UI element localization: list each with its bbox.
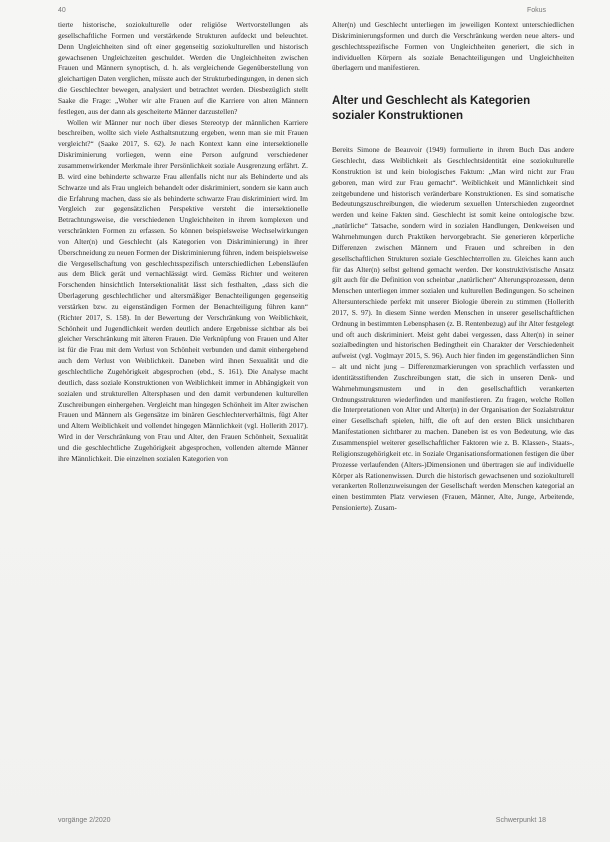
right-column (332, 20, 574, 514)
journal-footer: vorgänge 2/2020 (58, 817, 111, 824)
left-paragraph-1: tierte historische, soziokulturelle oder religiöse Wertvorstellungen als gesellschaftliche Formen und verstärkende Strukturen aufdeckt und beleuchtet. Denn Ungleichheiten sind oft einer gegenseitig soziokulturellen und historisch gewachsenen Ungleichzeiten geschuldet. Werden die Ungleichheiten zwischen Frauen und Männern synoptisch, d. h. als vergleichende Gegenüberstellung von gleichartigen Daten verglichen, müsste auch der Strukturbedingungen, in denen sich die Geschlechter bewegen, analysiert und betrachtet werden. Diesbezüglich stellt Saake die Frage: „Woher wir alte Frauen auf die Karriere von alten Männern festlegen, aus der dann als gescheiterte Männer darzustellen? (58, 20, 308, 116)
section-label: Fokus (526, 7, 546, 14)
right-paragraph-top: Alter(n) und Geschlecht unterliegen im jeweiligen Kontext unterschiedlichen Diskriminierungsformen und durch die Verschränkung werden neue alters- und geschlechtsspezifische Formen von Ungleichheiten generiert, die sich in individuellen Körpern als soziale Benachteiligungen und Ungleichheiten überlagern und manifestieren. (332, 20, 574, 73)
left-paragraph-2: Wollen wir Männer nur noch über dieses Stereotyp der männlichen Karriere beschreiben, wollte sich viele Asthaltsnutzung ergeben, wenn man sie mit Frauen vergleicht?“ (Saake 2017, S. 62). Je nach Kontext kann eine intersektionelle Diskriminierung vorliegen, wenn eine Person aufgrund verschiedener zusammenwirkender Merkmale ihrer Persönlichkeit soziale Ausgrenzung erfährt. Z. B. wird eine behinderte schwarze Frau allenfalls nicht nur als Behinderte und als Schwarze und als Frau ungleich behandelt oder diskriminiert, sondern sie kann auch die Erfahrung machen, dass sie als behinderte schwarze Frau diskriminiert wird. Im Vergleich zur gegensätzlichen Perspektive versteht die intersektionelle Betrachtungsweise, die verschiedenen Ungleichheiten in ihrem komplexen und verschränkten Formen zu erfassen. So können beispielsweise Wechselwirkungen von Alter(n) und Geschlecht (als Kategorien von Diskriminierung) in ihrer Überschneidung zu neuen Formen der Diskriminierung führen, indem beispielsweise die Vergesellschaftung von geschlechtsspezifisch unterschiedlichen Lebensläufen aus dem Blick gerät und vernachlässigt wird. Gemäss Richter und weiteren Forschenden hinsichtlich Intersektionalität lässt sich festhalten, „dass sich die Überlagerung geschlechtlicher und altersmäßiger Benachteiligungen gegenseitig verstärken bzw. zu eigenständigen Formen der Benachteiligung führen kann“ (Richter 2017, S. 158). In der Bewertung der Verschränkung von Weiblichkeit, Schönheit und Jugendlichkeit werden deutlich andere Ergebnisse sichtbar als bei gleicher Verschränkung mit älteren Frauen. Die Verknüpfung von Frauen und Alter ist für die Frau mit dem Verlust von Schönheit verbunden und damit einhergehend auch dem Verlust von Weiblichkeit. Daneben wird ihnen Sexualität und die geschlechtliche Zugehörigkeit abgesprochen (ebd., S. 161). Die Analyse macht deutlich, dass soziale Konstruktionen von Weiblichkeit immer in Abhängigkeit von sozialen und strukturellen Altersphasen und den damit verbundenen kulturellen Zuschreibungen einhergehen. Vergleicht man hingegen Schönheit im Alter zwischen Frauen und Männern als Gegensätze im binären Geschlechterverhältnis, fügt Alter und Altern Weiblichkeit und vollendet hingegen Männlichkeit (vgl. Hollerith 2017). Wird in der Verschränkung von Frau und Alter, den Frauen Schönheit, Sexualität und die geschlechtliche Zugehörigkeit abgesprochen, vollenden alternde Männer ihre Männlichkeit. Die einzelnen sozialen Kategorien von (58, 117, 308, 463)
page-number-header: 40 (58, 7, 66, 14)
left-column (58, 20, 308, 465)
section-heading: Alter und Geschlecht als Kategorien sozialer Konstruktionen (332, 95, 531, 123)
right-paragraph-body: Bereits Simone de Beauvoir (1949) formulierte in ihrem Buch Das andere Geschlecht, dass Weiblichkeit als Geschlechtsidentität eine soziokulturelle Konstruktion ist und kein biologisches Faktum: „Man wird nicht zur Frau geboren, man wird zur Frau gemacht“. Weiblichkeit und Männlichkeit sind zeitgebundene und historisch veränderbare Konstruktionen. Es sind somatische Bedeutungszuschreibungen, die wiederum sexuellen Unterschieden zugeordnet werden und keine Fakten sind. Geschlecht ist somit keine ontologische bzw. „natürliche“ Tatsache, sondern wird in sozialen Handlungen, Denkweisen und Wahrnehmungen durch Praktiken hervorgebracht. Sie generieren körperliche Differenzen zwischen Männern und Frauen und schreiben in den gesellschaftlichen Strukturen soziale Geschlechterrollen zu. Gleiches kann auch für das Alter(n) selbst geltend gemacht werden. Der konstruktivistische Ansatz gilt auch für die Definition von scheinbar „natürlichen“ Alterungsprozessen, denn Menschen unterliegen immer sozialen und kulturellen Bedingungen. So scheinen Altersunterschiede perfekt mit unserer Biologie überein zu stimmen (Hollerith 2017, S. 97). In diesem Sinne werden Menschen in unserer gesellschaftlichen Ordnung in bestimmten Lebensphasen (z. B. Rentenbezug) auf ihr Alter festgelegt und oft auch diskriminiert. Meist geht dabei vergessen, dass Alter(n) in seiner sozialbedingten und historischen Bedingtheit ein Charakter der Verschiedenheit aufweist (vgl. Voglmayr 2015, S. 96). Auch hier finden im gegenständlichen Sinn – alt und nicht jung – Differenzmarkierungen von sprachlich verfassten und identitätsstiftenden Zuschreibungen statt, die sich in unseren Denk- und Wahrnehmungsmustern und in den gesellschaftlich verankerten Ordnungsstrukturen wiederfinden und manifestieren. Zu fragen, welche Rollen die Interpretationen von Alter und Alter(n) in der Organisation der Sozialstruktur einer Gesellschaft spielen, hilft, die oft auf den ersten Blick unsichtbaren Manifestationen sichtbarer zu machen. Daneben ist es von Bedeutung, wie das Zusammenspiel weiterer gesellschaftlicher Faktoren wie z. B. Klassen-, Staats-, Religionszugehörigkeit etc. in Soziale Organisationsformationen festigen die über Prozesse verlaufenden (Alters-)Dimensionen und übertragen sie auf individuelle Körper als Rationenwissen. Durch die historisch gewachsenen und soziokulturell verankerten Rollenzuweisungen der Gesellschaft werden Menschen kategorial an einen bestimmten Platz verwiesen (Frauen, Männer, Alte, Junge, Arbeitende, Pensionierte). Zusam- (332, 145, 574, 513)
page-footer-right: Schwerpunkt 18 (495, 817, 546, 824)
